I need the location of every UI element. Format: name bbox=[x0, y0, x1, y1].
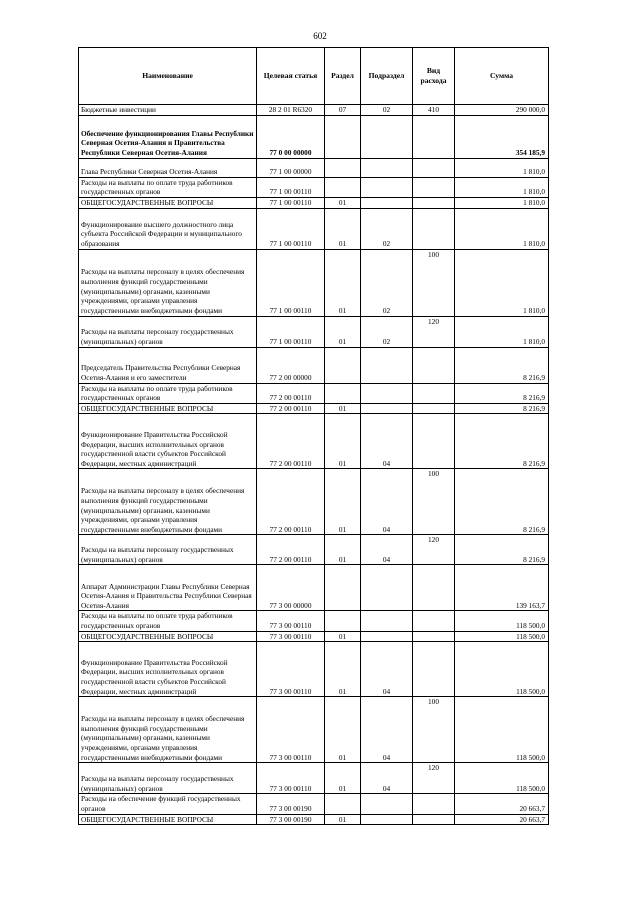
row-subsection-cell bbox=[361, 347, 413, 383]
row-name-cell: Расходы на выплаты по оплате труда работников государственных органов bbox=[79, 383, 257, 403]
row-amount-cell: 8 216,9 bbox=[455, 403, 549, 414]
row-name-cell: Функционирование Правительства Российской Федерации, высших исполнительных органов государственной власти субъектов Российской Федерации, местных администраций bbox=[79, 414, 257, 469]
row-target-article-cell: 77 2 00 00110 bbox=[257, 403, 325, 414]
row-section-cell: 01 bbox=[325, 535, 361, 565]
row-amount-cell: 118 500,0 bbox=[455, 763, 549, 794]
row-expense-type-cell bbox=[413, 403, 455, 414]
table-row bbox=[79, 814, 549, 825]
row-target-article-cell: 28 2 01 R6320 bbox=[257, 105, 325, 116]
row-subsection-cell: 04 bbox=[361, 414, 413, 469]
row-name-cell: ОБЩЕГОСУДАРСТВЕННЫЕ ВОПРОСЫ bbox=[79, 631, 257, 642]
row-amount-cell: 8 216,9 bbox=[455, 347, 549, 383]
row-section-cell: 01 bbox=[325, 642, 361, 697]
row-name-cell: ОБЩЕГОСУДАРСТВЕННЫЕ ВОПРОСЫ bbox=[79, 814, 257, 825]
row-subsection-cell bbox=[361, 631, 413, 642]
table-row bbox=[79, 631, 549, 642]
row-section-cell bbox=[325, 565, 361, 611]
row-amount-cell: 1 810,0 bbox=[455, 158, 549, 177]
table-row bbox=[79, 115, 549, 158]
row-amount-cell: 118 500,0 bbox=[455, 631, 549, 642]
row-amount-cell: 290 000,0 bbox=[455, 105, 549, 116]
page-number: 602 bbox=[313, 31, 327, 41]
row-subsection-cell bbox=[361, 197, 413, 208]
table-row bbox=[79, 469, 549, 535]
row-target-article-cell: 77 2 00 00110 bbox=[257, 535, 325, 565]
table-body bbox=[79, 105, 549, 825]
row-target-article-cell: 77 1 00 00110 bbox=[257, 208, 325, 249]
row-section-cell: 01 bbox=[325, 697, 361, 763]
row-section-cell bbox=[325, 347, 361, 383]
row-subsection-cell bbox=[361, 814, 413, 825]
row-amount-cell: 1 810,0 bbox=[455, 208, 549, 249]
row-name-cell: Расходы на выплаты персоналу в целях обеспечения выполнения функций государственными (муниципальными) органами, казенными учреждениями, органами управления государственными внебюджетными фондами bbox=[79, 697, 257, 763]
row-target-article-cell: 77 1 00 00110 bbox=[257, 316, 325, 347]
row-subsection-cell: 04 bbox=[361, 469, 413, 535]
row-name-cell: Расходы на выплаты по оплате труда работников государственных органов bbox=[79, 177, 257, 197]
row-section-cell: 01 bbox=[325, 469, 361, 535]
table-row bbox=[79, 794, 549, 814]
row-name-cell: Функционирование высшего должностного лица субъекта Российской Федерации и муниципального образования bbox=[79, 208, 257, 249]
row-expense-type-cell bbox=[413, 814, 455, 825]
row-name-cell: ОБЩЕГОСУДАРСТВЕННЫЕ ВОПРОСЫ bbox=[79, 403, 257, 414]
row-subsection-cell bbox=[361, 794, 413, 814]
row-name-cell: Расходы на выплаты персоналу в целях обеспечения выполнения функций государственными (муниципальными) органами, казенными учреждениями, органами управления государственными внебюджетными фондами bbox=[79, 469, 257, 535]
row-target-article-cell: 77 3 00 00190 bbox=[257, 814, 325, 825]
row-expense-type-cell bbox=[413, 611, 455, 631]
row-amount-cell: 20 663,7 bbox=[455, 814, 549, 825]
row-subsection-cell bbox=[361, 177, 413, 197]
row-section-cell bbox=[325, 177, 361, 197]
table-header bbox=[79, 48, 549, 105]
row-section-cell: 01 bbox=[325, 208, 361, 249]
row-target-article-cell: 77 1 00 00000 bbox=[257, 158, 325, 177]
row-expense-type-cell: 120 bbox=[413, 535, 455, 565]
row-target-article-cell: 77 3 00 00110 bbox=[257, 642, 325, 697]
row-subsection-cell: 02 bbox=[361, 105, 413, 116]
header-name: Наименование bbox=[79, 48, 257, 105]
row-name-cell: Бюджетные инвестиции bbox=[79, 105, 257, 116]
row-amount-cell: 1 810,0 bbox=[455, 177, 549, 197]
table-row bbox=[79, 414, 549, 469]
row-amount-cell: 8 216,9 bbox=[455, 383, 549, 403]
row-expense-type-cell: 100 bbox=[413, 469, 455, 535]
row-subsection-cell: 04 bbox=[361, 763, 413, 794]
row-name-cell: Глава Республики Северная Осетия-Алания bbox=[79, 158, 257, 177]
row-expense-type-cell bbox=[413, 383, 455, 403]
row-target-article-cell: 77 2 00 00110 bbox=[257, 469, 325, 535]
row-section-cell: 01 bbox=[325, 814, 361, 825]
table-row bbox=[79, 565, 549, 611]
row-name-cell: Обеспечение функционирования Главы Республики Северная Осетия-Алания и Правительства Республики Северная Осетия-Алания bbox=[79, 115, 257, 158]
row-name-cell: Расходы на выплаты персоналу государственных (муниципальных) органов bbox=[79, 316, 257, 347]
row-name-cell: ОБЩЕГОСУДАРСТВЕННЫЕ ВОПРОСЫ bbox=[79, 197, 257, 208]
row-expense-type-cell: 120 bbox=[413, 316, 455, 347]
row-section-cell bbox=[325, 115, 361, 158]
row-subsection-cell: 02 bbox=[361, 208, 413, 249]
header-section: Раздел bbox=[325, 48, 361, 105]
row-expense-type-cell: 100 bbox=[413, 697, 455, 763]
row-expense-type-cell bbox=[413, 177, 455, 197]
header-target-article: Целевая статья bbox=[257, 48, 325, 105]
row-target-article-cell: 77 3 00 00110 bbox=[257, 763, 325, 794]
row-expense-type-cell bbox=[413, 115, 455, 158]
row-subsection-cell: 04 bbox=[361, 535, 413, 565]
row-amount-cell: 1 810,0 bbox=[455, 249, 549, 316]
table-row bbox=[79, 316, 549, 347]
row-section-cell: 01 bbox=[325, 631, 361, 642]
row-amount-cell: 139 163,7 bbox=[455, 565, 549, 611]
header-expense-type: Вид расхода bbox=[413, 48, 455, 105]
row-subsection-cell bbox=[361, 158, 413, 177]
row-name-cell: Аппарат Администрации Главы Республики Северная Осетия-Алания и Правительства Республики Северная Осетия-Алания bbox=[79, 565, 257, 611]
table-row bbox=[79, 642, 549, 697]
header-subsection: Подраздел bbox=[361, 48, 413, 105]
budget-table bbox=[78, 47, 549, 825]
row-target-article-cell: 77 2 00 00110 bbox=[257, 383, 325, 403]
row-expense-type-cell: 120 bbox=[413, 763, 455, 794]
row-subsection-cell: 04 bbox=[361, 697, 413, 763]
row-subsection-cell bbox=[361, 383, 413, 403]
row-target-article-cell: 77 0 00 00000 bbox=[257, 115, 325, 158]
table-row bbox=[79, 763, 549, 794]
row-expense-type-cell bbox=[413, 197, 455, 208]
header-amount: Сумма bbox=[455, 48, 549, 105]
row-subsection-cell: 02 bbox=[361, 316, 413, 347]
row-amount-cell: 8 216,9 bbox=[455, 469, 549, 535]
table-row bbox=[79, 208, 549, 249]
row-section-cell bbox=[325, 794, 361, 814]
table-row bbox=[79, 249, 549, 316]
row-target-article-cell: 77 1 00 00110 bbox=[257, 177, 325, 197]
row-target-article-cell: 77 3 00 00000 bbox=[257, 565, 325, 611]
table-row bbox=[79, 697, 549, 763]
row-amount-cell: 118 500,0 bbox=[455, 642, 549, 697]
row-expense-type-cell bbox=[413, 631, 455, 642]
row-target-article-cell: 77 1 00 00110 bbox=[257, 197, 325, 208]
row-target-article-cell: 77 3 00 00190 bbox=[257, 794, 325, 814]
row-subsection-cell: 02 bbox=[361, 249, 413, 316]
row-name-cell: Расходы на выплаты персоналу государственных (муниципальных) органов bbox=[79, 763, 257, 794]
row-amount-cell: 8 216,9 bbox=[455, 535, 549, 565]
row-amount-cell: 118 500,0 bbox=[455, 611, 549, 631]
row-target-article-cell: 77 2 00 00000 bbox=[257, 347, 325, 383]
row-expense-type-cell bbox=[413, 794, 455, 814]
row-amount-cell: 1 810,0 bbox=[455, 316, 549, 347]
row-name-cell: Расходы на выплаты персоналу государственных (муниципальных) органов bbox=[79, 535, 257, 565]
row-section-cell: 01 bbox=[325, 414, 361, 469]
row-section-cell bbox=[325, 383, 361, 403]
row-expense-type-cell bbox=[413, 347, 455, 383]
row-expense-type-cell: 100 bbox=[413, 249, 455, 316]
row-subsection-cell bbox=[361, 565, 413, 611]
row-amount-cell: 118 500,0 bbox=[455, 697, 549, 763]
row-name-cell: Расходы на выплаты по оплате труда работников государственных органов bbox=[79, 611, 257, 631]
table-row bbox=[79, 611, 549, 631]
row-subsection-cell: 04 bbox=[361, 642, 413, 697]
row-subsection-cell bbox=[361, 403, 413, 414]
row-expense-type-cell bbox=[413, 642, 455, 697]
row-name-cell: Председатель Правительства Республики Северная Осетия-Алания и его заместители bbox=[79, 347, 257, 383]
table-row bbox=[79, 347, 549, 383]
row-expense-type-cell bbox=[413, 158, 455, 177]
row-subsection-cell bbox=[361, 611, 413, 631]
table-row bbox=[79, 105, 549, 116]
row-section-cell: 01 bbox=[325, 197, 361, 208]
row-name-cell: Расходы на выплаты персоналу в целях обеспечения выполнения функций государственными (муниципальными) органами, казенными учреждениями, органами управления государственными внебюджетными фондами bbox=[79, 249, 257, 316]
row-amount-cell: 8 216,9 bbox=[455, 414, 549, 469]
row-target-article-cell: 77 1 00 00110 bbox=[257, 249, 325, 316]
row-name-cell: Функционирование Правительства Российской Федерации, высших исполнительных органов государственной власти субъектов Российской Федерации, местных администраций bbox=[79, 642, 257, 697]
row-section-cell: 01 bbox=[325, 316, 361, 347]
row-target-article-cell: 77 3 00 00110 bbox=[257, 631, 325, 642]
table-row bbox=[79, 383, 549, 403]
row-section-cell bbox=[325, 611, 361, 631]
row-section-cell: 01 bbox=[325, 403, 361, 414]
row-subsection-cell bbox=[361, 115, 413, 158]
row-amount-cell: 1 810,0 bbox=[455, 197, 549, 208]
row-section-cell: 01 bbox=[325, 763, 361, 794]
row-section-cell bbox=[325, 158, 361, 177]
row-section-cell: 01 bbox=[325, 249, 361, 316]
row-target-article-cell: 77 3 00 00110 bbox=[257, 611, 325, 631]
row-target-article-cell: 77 2 00 00110 bbox=[257, 414, 325, 469]
row-amount-cell: 20 663,7 bbox=[455, 794, 549, 814]
table-row bbox=[79, 535, 549, 565]
row-expense-type-cell bbox=[413, 565, 455, 611]
table-row bbox=[79, 403, 549, 414]
table-row bbox=[79, 177, 549, 197]
row-expense-type-cell: 410 bbox=[413, 105, 455, 116]
row-section-cell: 07 bbox=[325, 105, 361, 116]
row-amount-cell: 354 185,9 bbox=[455, 115, 549, 158]
table-row bbox=[79, 158, 549, 177]
table-row bbox=[79, 197, 549, 208]
row-target-article-cell: 77 3 00 00110 bbox=[257, 697, 325, 763]
row-expense-type-cell bbox=[413, 414, 455, 469]
row-expense-type-cell bbox=[413, 208, 455, 249]
row-name-cell: Расходы на обеспечение функций государственных органов bbox=[79, 794, 257, 814]
